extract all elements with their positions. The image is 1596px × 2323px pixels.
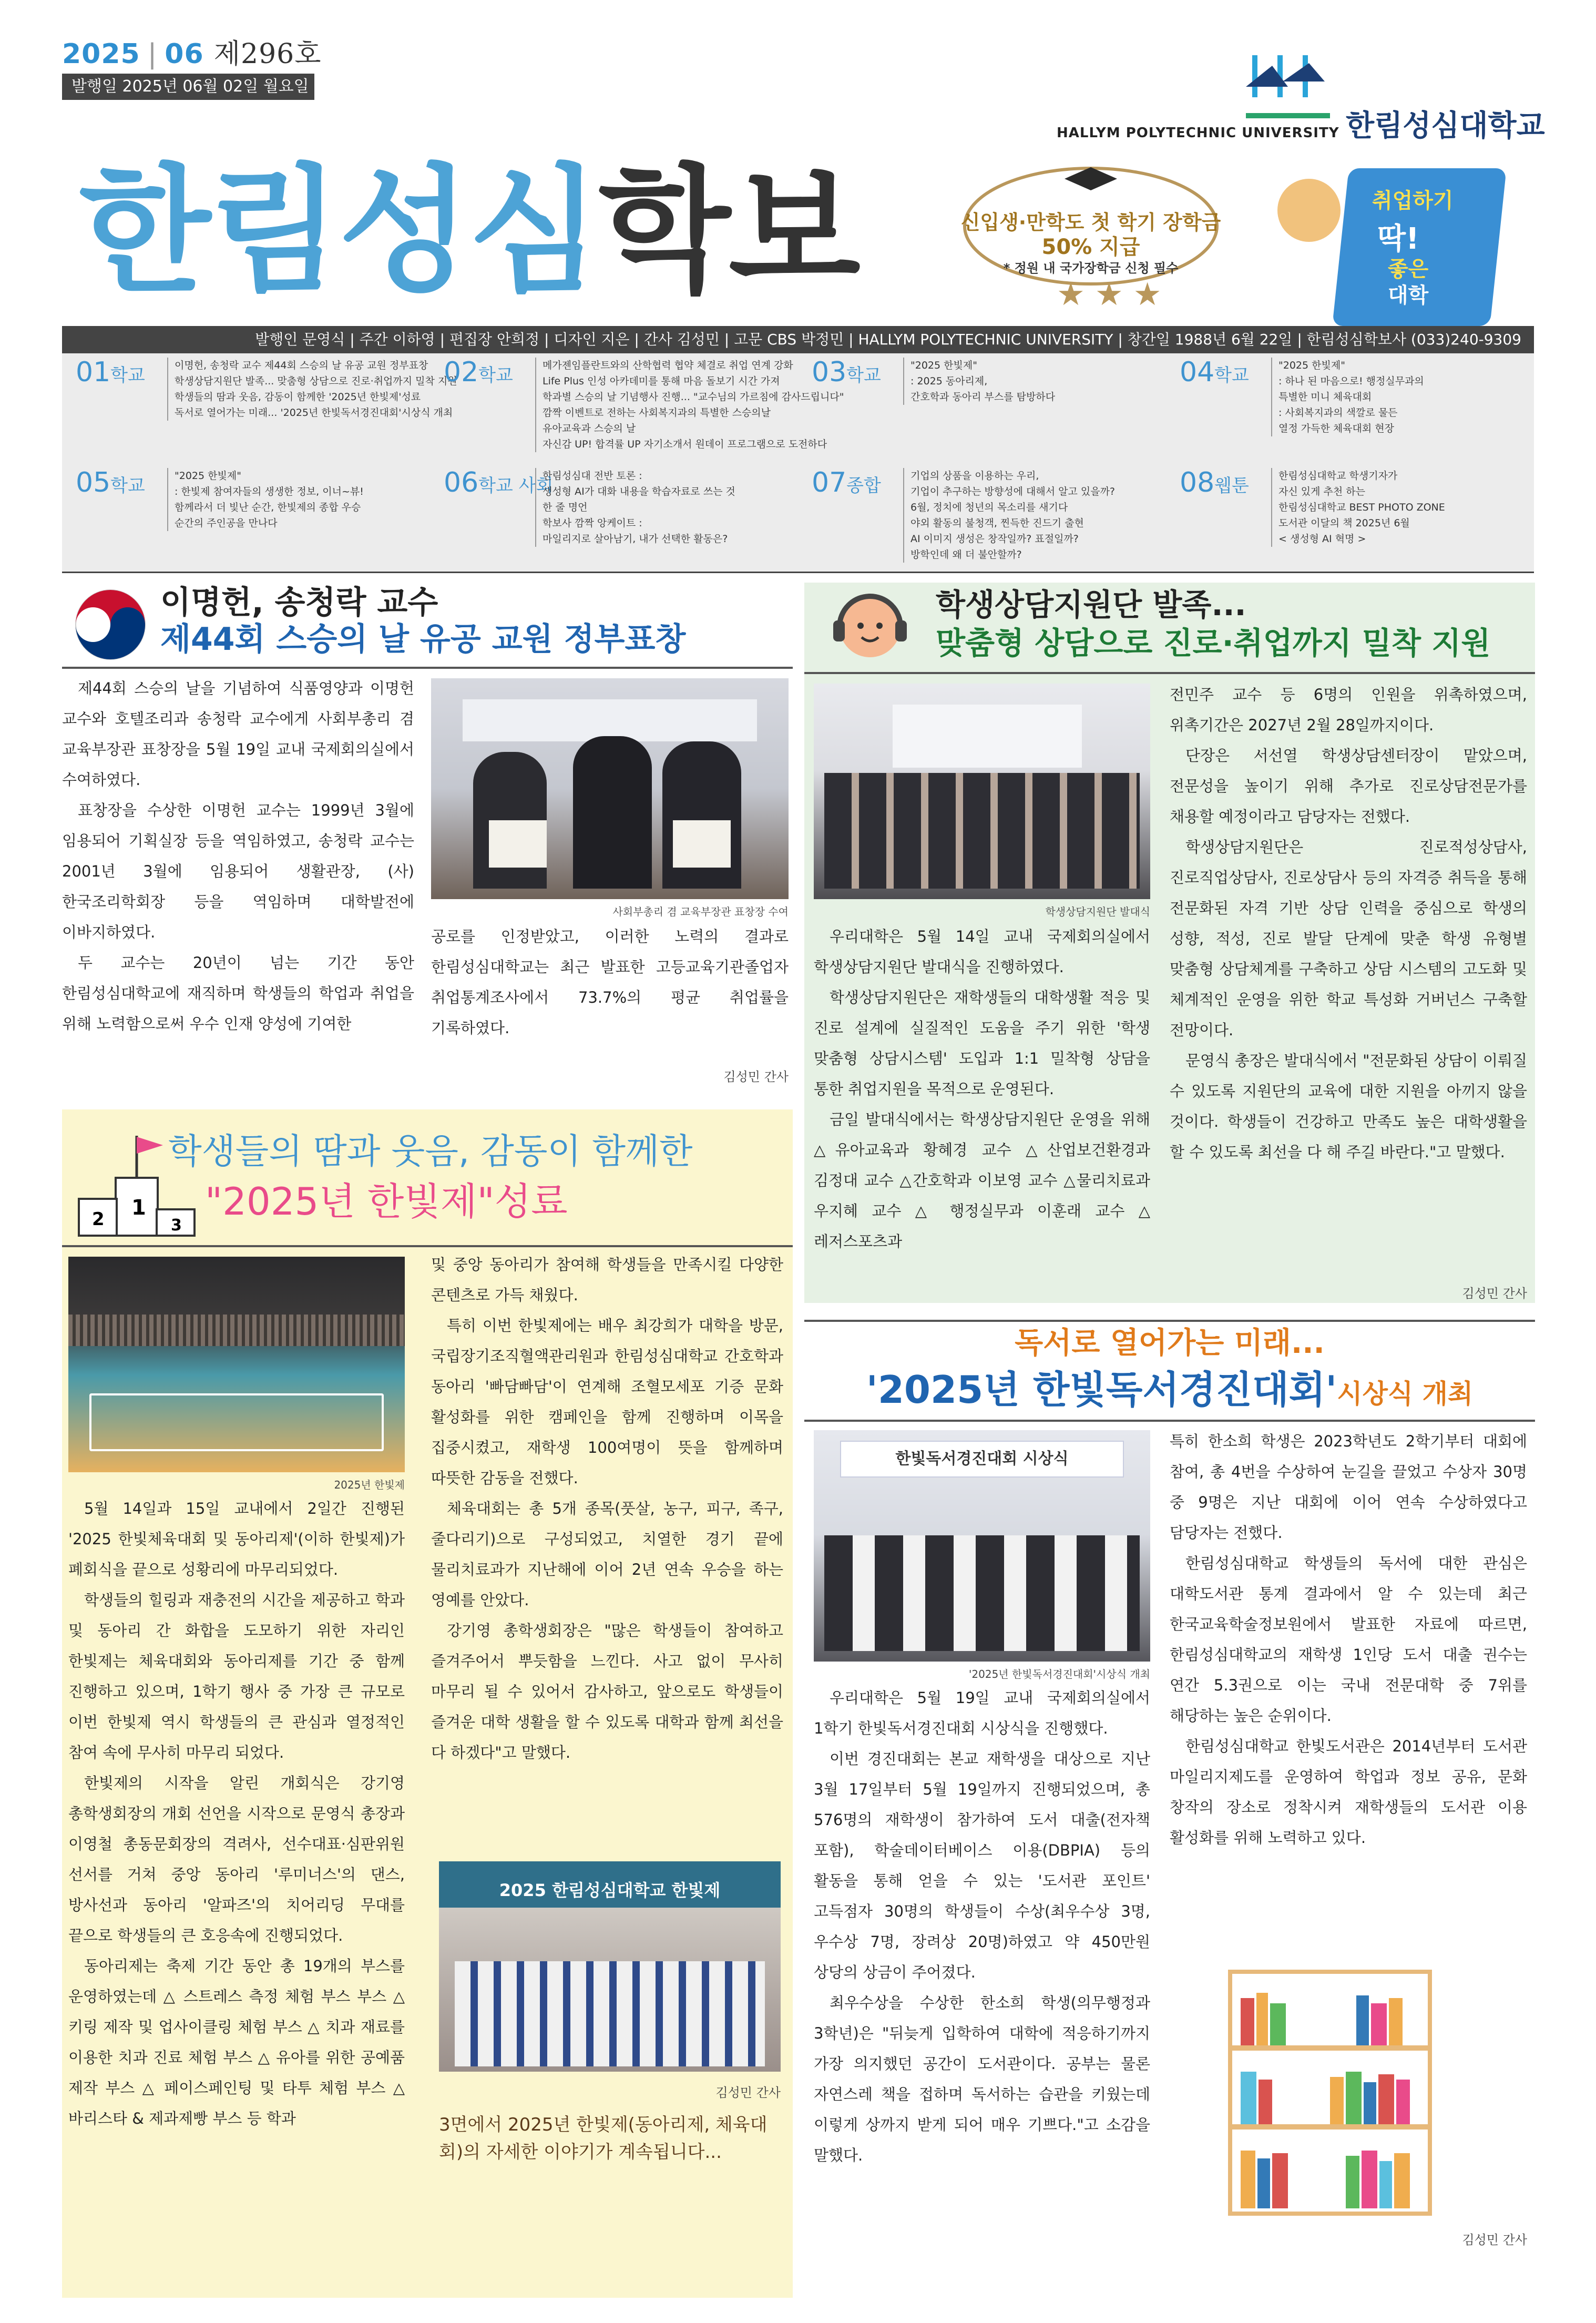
toc-item[interactable]: 열정 가득한 체육대회 현장 bbox=[1278, 423, 1395, 434]
issue-label: 제296호 bbox=[213, 38, 322, 70]
article4-title-main: '2025년 한빛독서경진대회' bbox=[866, 1368, 1337, 1412]
toc-item[interactable]: 학생들의 땀과 웃음, 감동이 함께한 '2025년 한빛제'성료 bbox=[175, 391, 421, 403]
article2-title-line2: 맞춤형 상담으로 진로·취업까지 밀착 지원 bbox=[936, 625, 1491, 661]
article4-paragraph: 한림성심대학교 학생들의 독서에 대한 관심은 대학도서관 통계 결과에서 알 수 있는데 최근 한국교육학술정보원에서 발표한 자료에 따르면, 한림성심대학교의 재학생 1인당 도서 대출 권수는 연간 5.3권으로 이는 국내 전문대학 중 7위를 해당하는 높은 순위이다. bbox=[1170, 1554, 1527, 1725]
article3-paragraph: 5월 14일과 15일 교내에서 2일간 진행된 '2025 한빛체육대회 및 동아리제'(이하 한빛제)가 폐회식을 끝으로 성황리에 마무리되었다. bbox=[68, 1500, 405, 1578]
article4-body-left bbox=[814, 1683, 1150, 2171]
toc-item[interactable]: 기업의 상품을 이용하는 우리, bbox=[910, 470, 1039, 482]
publisher-info-bar: 발행인 문영식 | 주간 이하영 | 편집장 안희정 | 디자인 지은 | 간사 김성민 | 고문 CBS 박정민 | HALLYM POLYTECHNIC UNIVERSITY | 창간일 1988년 6월 22일 | 한림성심학보사 (033)240-9309 bbox=[62, 326, 1534, 353]
toc-item[interactable]: 학과별 스승의 날 기념행사 진행... "교수님의 가르침에 감사드립니다" bbox=[543, 391, 844, 403]
article4-paragraph: 특히 한소희 학생은 2023학년도 2학기부터 대회에 참여, 총 4번을 수상하여 눈길을 끌었고 수상자 30명 중 9명은 지난 대회에 이어 연속 수상하였다고 담당자는 전했다. bbox=[1170, 1432, 1527, 1542]
article2-body-left bbox=[814, 921, 1150, 1257]
toc-item[interactable]: : 한빛제 참여자들의 생생한 정보, 이너~뷰! bbox=[175, 486, 364, 497]
toc-section-08 bbox=[1166, 464, 1534, 569]
toc-section-06 bbox=[430, 464, 798, 569]
toc-item[interactable]: AI 이미지 생성은 창작일까? 표절일까? bbox=[910, 533, 1079, 545]
toc-item[interactable]: 6월, 정치에 청년의 목소리를 새기다 bbox=[910, 502, 1068, 513]
toc-item[interactable]: 한림성심대학교 BEST PHOTO ZONE bbox=[1278, 502, 1445, 513]
article3-paragraph: 강기영 총학생회장은 "많은 학생들이 참여하고 즐겨주어서 뿌듯함을 느낀다. 사고 없이 무사히 마무리 될 수 있어서 감사하고, 앞으로도 학생들이 즐겨운 대학 생활을 할 수 있도록 대학과 함께 최선을 다 하겠다"고 말했다. bbox=[431, 1622, 783, 1761]
taegeuk-emblem-icon bbox=[74, 588, 147, 661]
toc-page-label bbox=[1180, 356, 1249, 388]
toc-section-label: 학교 bbox=[110, 365, 145, 386]
table-of-contents bbox=[62, 353, 1534, 573]
toc-page-number: 08 bbox=[1180, 467, 1215, 498]
badge-line3: * 정원 내 국가장학금 신청 필수 bbox=[1003, 261, 1179, 276]
article4-body-right bbox=[1170, 1426, 1527, 1853]
toc-item[interactable]: 순간의 주인공을 만나다 bbox=[175, 517, 278, 529]
toc-section-05 bbox=[62, 464, 430, 569]
toc-item[interactable]: : 하나 된 마음으로! 행정실무과의 bbox=[1278, 375, 1424, 387]
toc-item[interactable]: 한림성심대학교 학생기자가 bbox=[1278, 470, 1398, 482]
article1-paragraph: 표창장을 수상한 이명헌 교수는 1999년 3월에 임용되어 기획실장 등을 역임하였고, 송청락 교수는 2001년 3월에 임용되어 생활관장, (사)한국조리학회장 등을 역임하며 대학발전에 이바지하였다. bbox=[62, 801, 414, 941]
divider bbox=[804, 1320, 1535, 1322]
article4-paragraph: 이번 경진대회는 본교 재학생을 대상으로 지난 3월 17일부터 5월 19일까지 진행되었으며, 총 576명의 재학생이 참가하여 도서 대출(전자책 포함), 학술데이터베이스 이용(DBPIA) 등의 활동을 통해 얻을 수 있는 '도서관 포인트' 고득점자 30명의 학생들이 수상(최우수상 3명, 우수상 7명, 장려상 20명)하였고 약 450만원 상당의 상금이 주어졌다. bbox=[814, 1750, 1150, 1981]
toc-section-07 bbox=[798, 464, 1166, 569]
article2-paragraph: 문영식 총장은 발대식에서 "전문화된 상담이 이뤄질 수 있도록 지원단의 교육에 대한 지원을 아끼지 않을 것이다. 학생들이 건강하고 만족도 높은 대학생활을 할 수 있도록 최선을 다 해 주길 바란다."고 말했다. bbox=[1170, 1052, 1527, 1161]
reading-photo-banner: 한빛독서경진대회 시상식 bbox=[840, 1441, 1124, 1478]
toc-page-label bbox=[76, 356, 145, 388]
article3-paragraph: 특히 이번 한빛제에는 배우 최강희가 대학을 방문, 국립장기조직혈액관리원과 한림성심대학교 간호학과 동아리 '빠담빠담'이 연계해 조혈모세포 기증 문화 활성화를 위한 캠페인을 함께 진행하며 이목을 집중시켰고, 재학생 100여명이 뜻을 함께하며 따뜻한 감동을 전했다. bbox=[431, 1317, 783, 1487]
toc-item-list bbox=[1271, 358, 1529, 436]
article1-body-right bbox=[431, 921, 789, 1043]
toc-section-label: 학교 bbox=[110, 475, 145, 496]
toc-item[interactable]: < 생성형 AI 혁명 > bbox=[1278, 533, 1366, 545]
article4-paragraph: 우리대학은 5월 19일 교내 국제회의실에서 1학기 한빛독서경진대회 시상식을 진행했다. bbox=[814, 1689, 1150, 1737]
article4-title-sub: 시상식 개최 bbox=[1337, 1379, 1474, 1409]
toc-item[interactable]: 한림성심대 전반 토론 : bbox=[543, 470, 642, 482]
toc-section-label: 학교 bbox=[846, 365, 881, 386]
article1-paragraph: 두 교수는 20년이 넘는 기간 동안 한림성심대학교에 재직하며 학생들의 학업과 취업을 위해 노력함으로써 우수 인재 양성에 기여한 bbox=[62, 954, 414, 1033]
toc-item-list bbox=[167, 358, 457, 421]
toc-item[interactable]: "2025 한빛제" bbox=[175, 470, 241, 482]
article2-paragraph: 전민주 교수 등 6명의 인원을 위촉하였으며, 위촉기간은 2027년 2월 28일까지이다. bbox=[1170, 686, 1527, 734]
toc-item-list bbox=[903, 358, 1161, 405]
university-name-en: HALLYM POLYTECHNIC UNIVERSITY bbox=[1057, 125, 1339, 141]
article3-footnote: 3면에서 2025년 한빛제(동아리제, 체육대회)의 자세한 이야기가 계속됩니다... bbox=[439, 2114, 768, 2163]
article4-paragraph: 최우수상을 수상한 한소희 학생(의무행정과 3학년)은 "뒤늦게 입학하여 대학에 적응하기까지 가장 의지했던 공간이 도서관이다. 공부는 물론 자연스레 책을 접하며 독서하는 습관을 키웠는데 이렇게 상까지 받게 되어 매우 기쁘다."고 소감을 말했다. bbox=[814, 1994, 1150, 2164]
article3-paragraph: 및 중앙 동아리가 참여해 학생들을 만족시킬 다양한 콘텐츠로 가득 채웠다. bbox=[431, 1256, 783, 1304]
toc-item-list bbox=[903, 468, 1161, 563]
toc-item[interactable]: 유아교육과 스승의 날 bbox=[543, 423, 636, 434]
article3-paragraph: 동아리제는 축제 기간 동안 총 19개의 부스를 운영하였는데 △ 스트레스 측정 체험 부스 부스 △ 키링 제작 및 업사이클링 체험 부스 △ 치과 재료를 이용한 치과 진료 체험 부스 △ 유아를 위한 공예품 제작 부스 △ 페이스페인팅 및 타투 체험 부스 △ 바리스타 & 제과제빵 부스 등 학과 bbox=[68, 1957, 405, 2127]
article2-paragraph: 학생상담지원단은 진로적성상담사, 진로직업상담사, 진로상담사 등의 자격증 취득을 통해 전문화된 자격 기반 상담 인력을 중심으로 학생의 성향, 적성, 진로 발달 단계에 맞춘 학생 유형별 맞춤형 상담체계를 구축하고 상담 시스템의 고도화 및 체계적인 운영을 위한 학교 특성화 거버넌스 구축할 전망이다. bbox=[1170, 838, 1527, 1039]
toc-item-list bbox=[167, 468, 425, 531]
toc-item[interactable]: 함께라서 더 빛난 순간, 한빛제의 종합 우승 bbox=[175, 502, 361, 513]
toc-page-number: 06 bbox=[444, 467, 479, 498]
article1-title-line1: 이명헌, 송청락 교수 bbox=[160, 584, 438, 621]
article1-photo-caption: 사회부총리 겸 교육부장관 표창장 수여 bbox=[612, 905, 789, 918]
employment-promo bbox=[1272, 158, 1498, 331]
toc-section-label: 학교 bbox=[478, 365, 513, 386]
toc-page-number: 07 bbox=[812, 467, 847, 498]
article1-title-line2: 제44회 스승의 날 유공 교원 정부표창 bbox=[160, 621, 686, 658]
article2-byline: 김성민 간사 bbox=[1462, 1286, 1527, 1301]
toc-page-label bbox=[1180, 467, 1249, 498]
issue-year: 2025 bbox=[62, 38, 140, 70]
toc-item[interactable]: 자신감 UP! 합격률 UP 자기소개서 원데이 프로그램으로 도전하다 bbox=[543, 439, 827, 450]
toc-item[interactable]: 도서관 이달의 책 2025년 6월 bbox=[1278, 517, 1410, 529]
svg-text:3: 3 bbox=[171, 1216, 182, 1235]
badge-line2: 50% 지급 bbox=[1041, 235, 1140, 259]
divider bbox=[804, 672, 1535, 674]
toc-item[interactable]: 독서로 열어가는 미래... '2025년 한빛독서경진대회'시상식 개최 bbox=[175, 407, 453, 419]
article4-paragraph: 한림성심대학교 한빛도서관은 2014년부터 도서관 마일리지제도를 운영하여 학업과 정보 공유, 문화 창작의 장소로 정착시켜 재학생들의 도서관 이용 활성화를 위해 노력하고 있다. bbox=[1170, 1737, 1527, 1847]
publish-date: 발행일 2025년 06월 02일 월요일 bbox=[62, 74, 314, 100]
svg-text:1: 1 bbox=[131, 1196, 146, 1220]
toc-item[interactable]: 간호학과 동아리 부스를 탐방하다 bbox=[910, 391, 1056, 403]
toc-item[interactable]: 학보사 깜짝 앙케이트 : bbox=[543, 517, 642, 529]
university-name-kr: 한림성심대학교 bbox=[1346, 109, 1545, 143]
toc-item[interactable]: Life Plus 인성 아카데미를 통해 마음 돌보기 시간 가져 bbox=[543, 375, 780, 387]
svg-text:★ ★ ★: ★ ★ ★ bbox=[1057, 276, 1162, 313]
article2-paragraph: 금일 발대식에서는 학생상담지원단 운영을 위해 △유아교육과 황혜경 교수 △산업보건환경과 김정대 교수 △간호학과 이보영 교수 △물리치료과 우지혜 교수 △ 행정실무과 이훈래 교수 △ 레저스포츠과 bbox=[814, 1110, 1150, 1250]
divider bbox=[62, 667, 793, 669]
toc-item[interactable]: 깜짝 이벤트로 전하는 사회복지과의 특별한 스승의날 bbox=[543, 407, 771, 419]
person-figure-icon bbox=[1277, 179, 1341, 242]
article1-body-left bbox=[62, 673, 414, 1039]
toc-item-list bbox=[1271, 468, 1529, 547]
badge-line1: 신입생·만학도 첫 학기 장학금 bbox=[960, 211, 1221, 234]
toc-page-label bbox=[76, 467, 145, 498]
scholarship-badge bbox=[944, 158, 1238, 315]
toc-item[interactable]: 특별한 미니 체육대회 bbox=[1278, 391, 1372, 403]
article1-paragraph: 제44회 스승의 날을 기념하여 식품영양과 이명헌 교수와 호텔조리과 송청락 교수에게 사회부총리 겸 교육부장관 표창장을 5월 19일 교내 국제회의실에서 수여하였다. bbox=[62, 679, 414, 789]
toc-item[interactable]: 야외 활동의 불청객, 찐득한 진드기 출현 bbox=[910, 517, 1084, 529]
toc-item[interactable]: "2025 한빛제" bbox=[1278, 360, 1345, 371]
promo-line2: 딱! bbox=[1377, 222, 1419, 256]
festival-gym-photo bbox=[68, 1257, 405, 1472]
award-ceremony-photo bbox=[431, 678, 789, 899]
toc-item[interactable]: 메가젠임플란트와의 산학협력 협약 체결로 취업 연계 강화 bbox=[543, 360, 793, 371]
promo-line4: 대학 bbox=[1388, 283, 1429, 308]
toc-item[interactable]: 방학인데 왜 더 불안할까? bbox=[910, 549, 1022, 561]
divider bbox=[62, 1245, 793, 1247]
divider bbox=[804, 1420, 1535, 1422]
promo-line3: 좋은 bbox=[1388, 257, 1429, 281]
masthead-blue: 한림성심 bbox=[79, 152, 599, 311]
counseling-team-photo bbox=[814, 684, 1150, 899]
toc-item[interactable]: 이명헌, 송청락 교수 제44회 스승의 날 유공 교원 정부표창 bbox=[175, 360, 428, 371]
newspaper-masthead bbox=[79, 152, 858, 310]
toc-page-number: 02 bbox=[444, 356, 479, 388]
bookshelf-illustration-icon bbox=[1225, 1967, 1435, 2219]
article3-title-line2: "2025년 한빛제"성료 bbox=[205, 1179, 568, 1224]
toc-section-label: 종합 bbox=[846, 475, 881, 496]
toc-section-label: 학교 사회 bbox=[478, 475, 554, 496]
toc-item[interactable]: "2025 한빛제" bbox=[910, 360, 977, 371]
toc-section-04 bbox=[1166, 353, 1534, 459]
toc-page-number: 05 bbox=[76, 467, 111, 498]
festival-group-photo bbox=[439, 1861, 781, 2072]
article2-paragraph: 우리대학은 5월 14일 교내 국제회의실에서 학생상담지원단 발대식을 진행하였다. bbox=[814, 928, 1150, 976]
article3-photo1-caption: 2025년 한빛제 bbox=[334, 1479, 405, 1491]
article3-byline: 김성민 간사 bbox=[715, 2085, 781, 2100]
toc-page-label bbox=[812, 356, 881, 388]
article4-title-line2 bbox=[804, 1366, 1535, 1424]
toc-item[interactable]: 학생상담지원단 발족... 맞춤형 상담으로 진로·취업까지 밀착 지원 bbox=[175, 375, 457, 387]
article3-body-right bbox=[431, 1249, 783, 1768]
toc-section-label: 학교 bbox=[1214, 365, 1249, 386]
article1-byline: 김성민 간사 bbox=[723, 1069, 789, 1084]
toc-page-label bbox=[812, 467, 881, 498]
article3-body-left bbox=[68, 1493, 405, 2134]
article2-body-right bbox=[1170, 679, 1527, 1167]
article4-title-line1: 독서로 열어가는 미래... bbox=[1015, 1326, 1325, 1360]
issue-number: 2025 | 06 제296호 bbox=[62, 38, 322, 70]
article3-title-line1: 학생들의 땀과 웃음, 감동이 함께한 bbox=[168, 1131, 693, 1171]
toc-item[interactable]: 마일리지로 살아남기, 내가 선택한 활동은? bbox=[543, 533, 728, 545]
toc-item[interactable]: : 2025 동아리제, bbox=[910, 375, 988, 387]
article2-paragraph: 학생상담지원단은 재학생들의 대학생활 적응 및 진로 설계에 실질적인 도움을 주기 위한 '학생 맞춤형 상담시스템' 도입과 1:1 밀착형 상담을 통한 취업지원을 목적으로 운영된다. bbox=[814, 989, 1150, 1098]
article2-paragraph: 단장은 서선열 학생상담센터장이 맡았으며, 전문성을 높이기 위해 추가로 진로상담전문가를 채용할 예정이라고 담당자는 전했다. bbox=[1170, 747, 1527, 826]
article3-paragraph: 한빛제의 시작을 알린 개회식은 강기영 총학생회장의 개회 선언을 시작으로 문영식 총장과 이영철 총동문회장의 격려사, 선수대표·심판위원 선서를 거쳐 중앙 동아리 '루미너스'의 댄스, 방사선과 동아리 '알파즈'의 치어리딩 무대를 끝으로 학생들의 큰 호응속에 진행되었다. bbox=[68, 1774, 405, 1944]
masthead-dark: 학보 bbox=[598, 152, 858, 311]
svg-text:2: 2 bbox=[92, 1209, 105, 1230]
toc-item-list bbox=[535, 468, 793, 547]
promo-line1: 취업하기 bbox=[1372, 189, 1454, 213]
toc-page-number: 04 bbox=[1180, 356, 1215, 388]
article3-paragraph: 학생들의 힐링과 재충전의 시간을 제공하고 학과 및 동아리 간 화합을 도모하기 위한 자리인 한빛제는 체육대회와 동아리제를 기간 중 함께 진행하고 있으며, 1학기 행사 중 가장 큰 규모로 이번 한빛제 역시 학생들의 큰 관심과 열정적인 참여 속에 무사히 마무리 되었다. bbox=[68, 1591, 405, 1761]
toc-item[interactable]: 자신 있게 추천 하는 bbox=[1278, 486, 1365, 497]
article4-byline: 김성민 간사 bbox=[1462, 2233, 1527, 2247]
toc-page-label bbox=[444, 356, 513, 388]
article1-paragraph: 공로를 인정받았고, 이러한 노력의 결과로 한림성심대학교는 최근 발표한 고등교육기관졸업자 취업통계조사에서 73.7%의 평균 취업률을 기록하였다. bbox=[431, 928, 789, 1037]
toc-page-number: 01 bbox=[76, 356, 111, 388]
article2-photo-caption: 학생상담지원단 발대식 bbox=[1045, 905, 1150, 918]
counselor-headset-icon bbox=[828, 589, 912, 663]
toc-section-label: 웹툰 bbox=[1214, 475, 1249, 496]
festival-photo-banner: 2025 한림성심대학교 한빛제 bbox=[499, 1880, 721, 1900]
toc-page-number: 03 bbox=[812, 356, 847, 388]
article3-paragraph: 체육대회는 총 5개 종목(풋살, 농구, 피구, 족구, 줄다리기)으로 구성되었고, 치열한 경기 끝에 물리치료과가 지난해에 이어 2년 연속 우승을 하는 영예를 안았다. bbox=[431, 1500, 783, 1609]
article4-photo-caption: '2025년 한빛독서경진대회'시상식 개최 bbox=[968, 1668, 1150, 1680]
toc-item[interactable]: 생성형 AI가 대화 내용을 학습자료로 쓰는 것 bbox=[543, 486, 735, 497]
reading-award-photo bbox=[814, 1430, 1150, 1662]
article2-title-line1: 학생상담지원단 발족... bbox=[936, 587, 1246, 623]
toc-item[interactable]: 한 줄 명언 bbox=[543, 502, 588, 513]
toc-section-03 bbox=[798, 353, 1166, 459]
issue-month: 06 bbox=[165, 38, 204, 70]
toc-item[interactable]: 기업이 추구하는 방향성에 대해서 알고 있을까? bbox=[910, 486, 1116, 497]
toc-item[interactable]: : 사회복지과의 색깔로 물든 bbox=[1278, 407, 1398, 419]
toc-section-01 bbox=[62, 353, 457, 459]
